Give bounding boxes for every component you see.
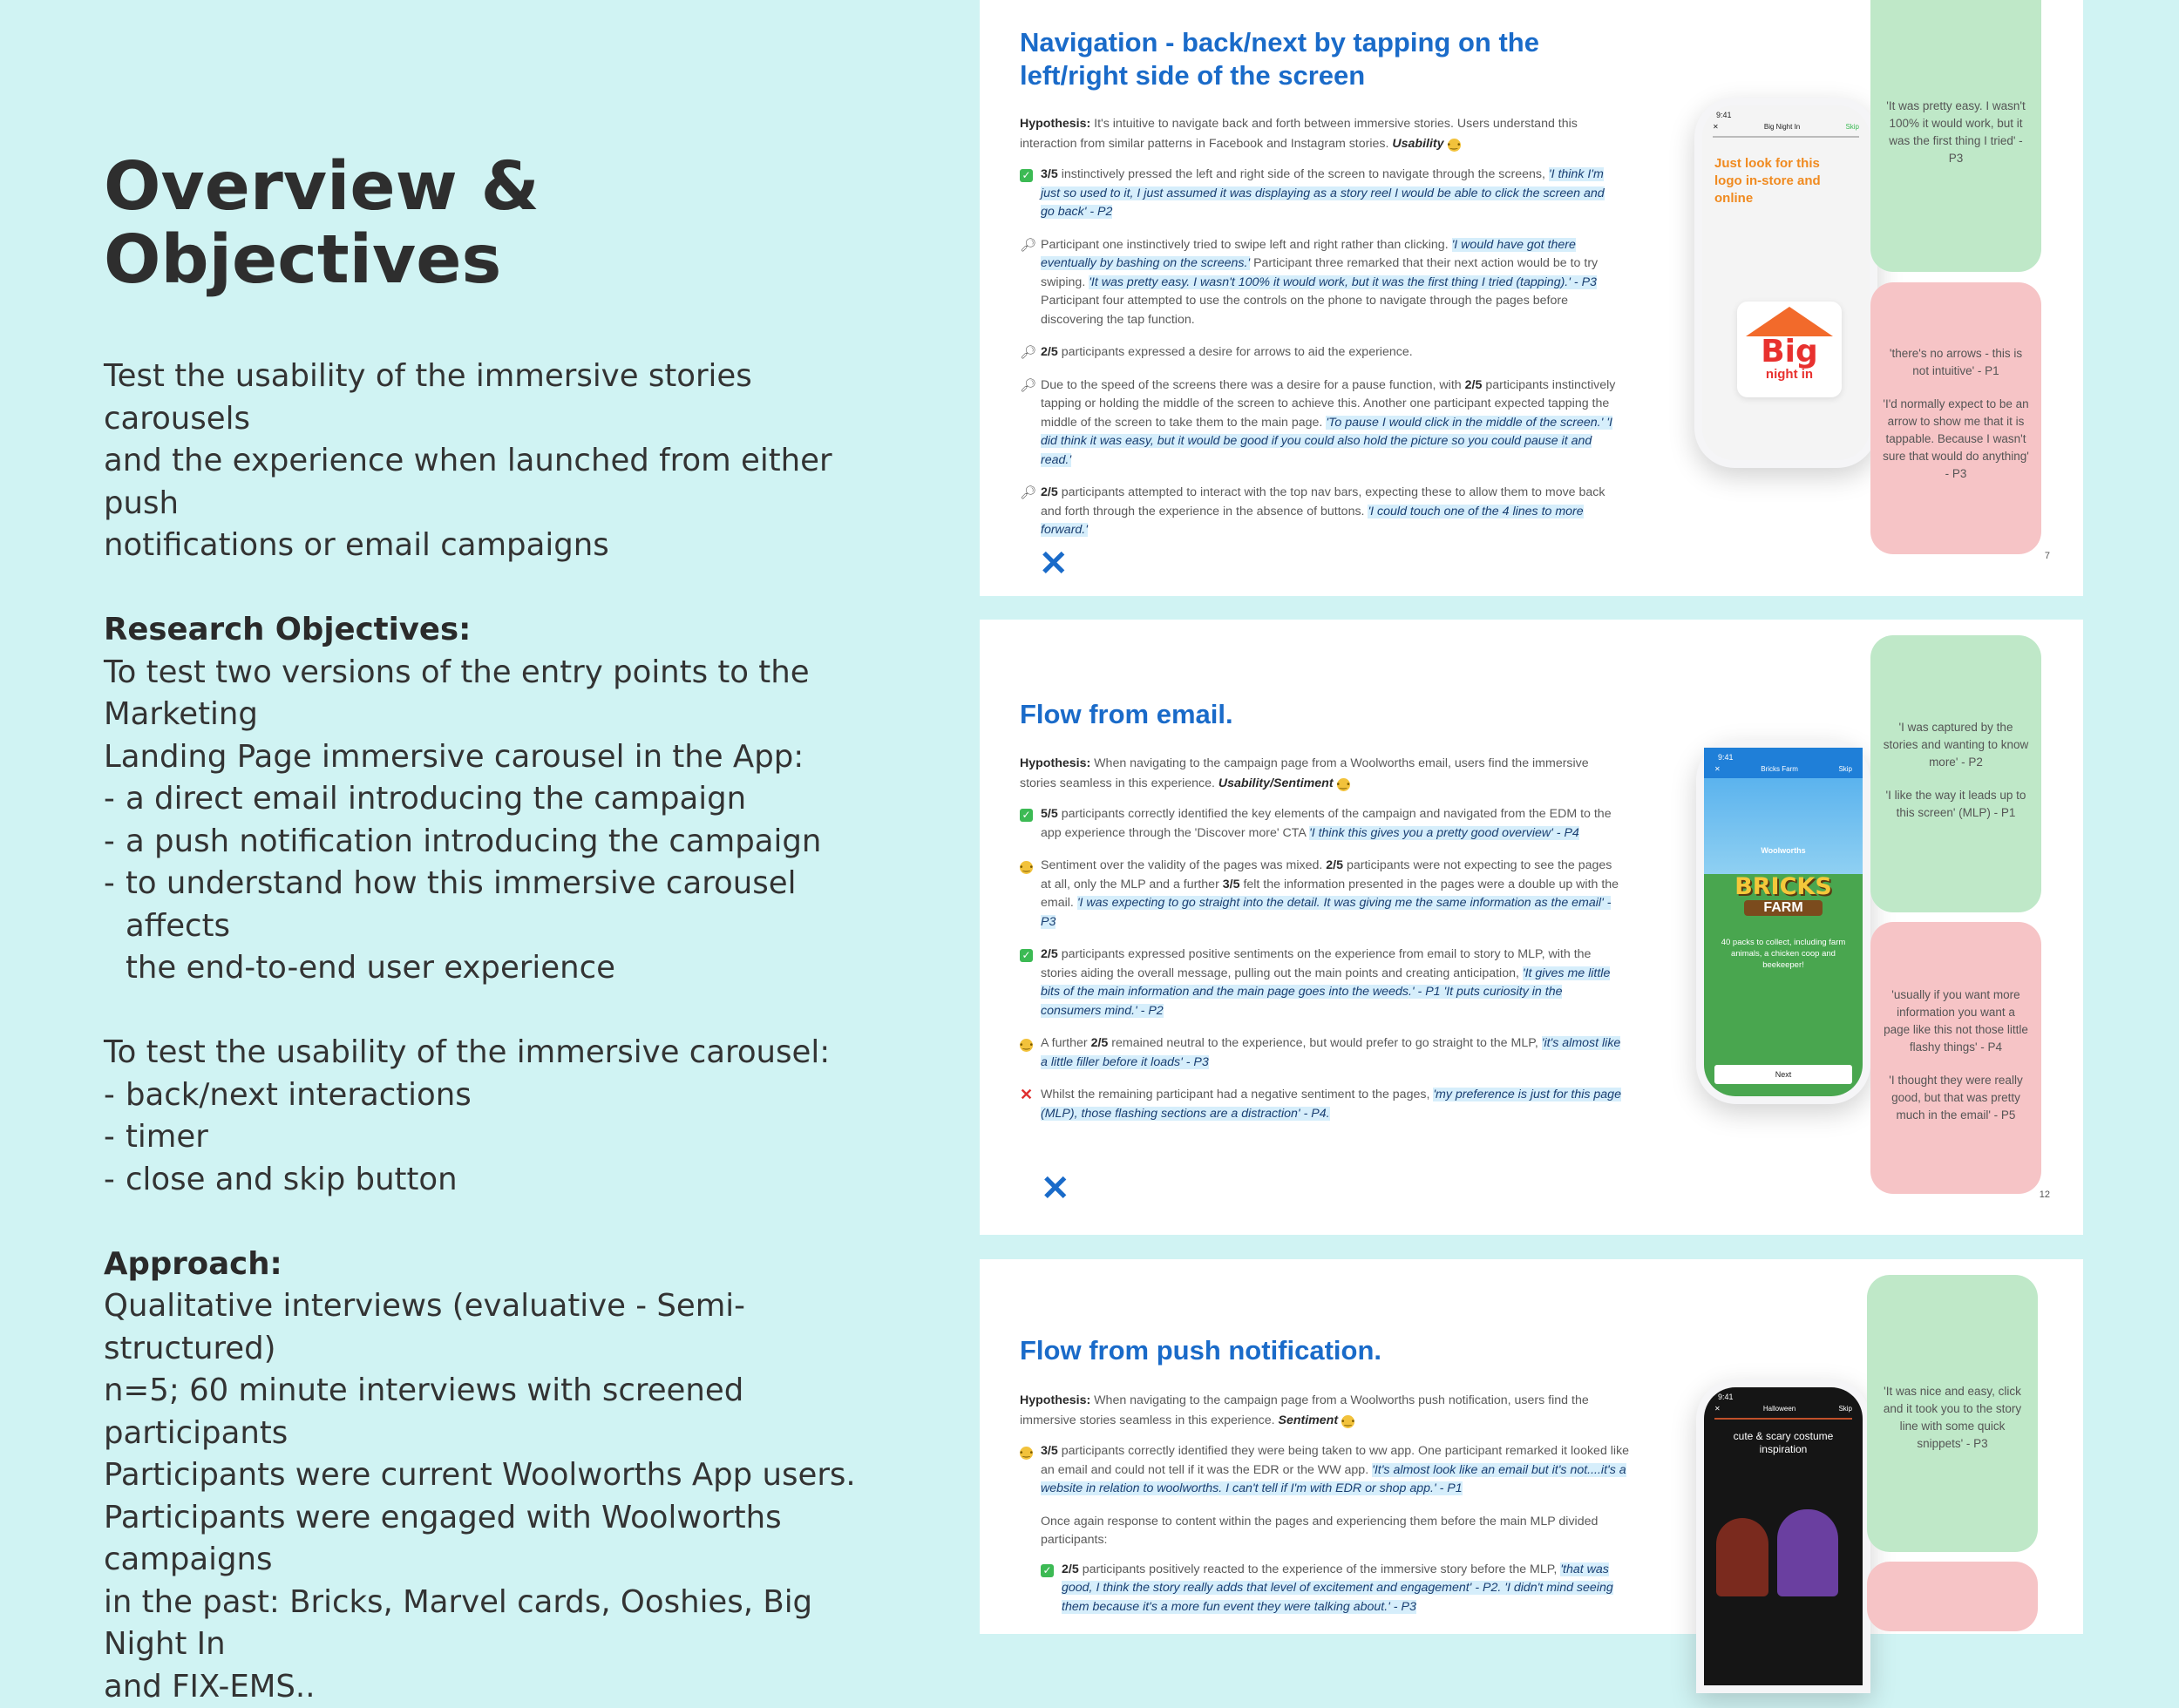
slide-findings <box>1020 755 1621 1137</box>
intro-line: notifications or email campaigns <box>104 525 888 567</box>
intro-line: and the experience when launched from either push <box>104 440 888 525</box>
finding-item: ✓ 2/5 participants positively reacted to the experience of the immersive story before the MLP, 'that was good, I think the story really adds that level of excitement and engagement' - P2. 'I didn't mind seeing them because it's a more fun event they were talking about.' - P3 <box>1041 1561 1643 1617</box>
slide-email-flow <box>980 620 2083 1235</box>
usability-line: To test the usability of the immersive carousel: <box>104 1032 888 1074</box>
research-heading: Research Objectives: <box>104 609 888 652</box>
quote-card-green: 'I was captured by the stories and wanting to know more' - P2 'I like the way it leads up to this screen' (MLP) - P1 <box>1870 635 2041 912</box>
phone-nav: ✕ Big Night In Skip <box>1702 118 1870 136</box>
overview-title: Overview & Objectives <box>104 151 540 297</box>
research-line: Landing Page immersive carousel in the App: <box>104 736 888 779</box>
list-item: - close and skip button <box>104 1159 888 1202</box>
finding-item: •‿• A further 2/5 remained neutral to the experience, but would prefer to go straight to the MLP, 'it's almost like a little filler before it loads' - P3 <box>1020 1034 1621 1072</box>
research-line: To test two versions of the entry points to the Marketing <box>104 652 888 736</box>
approach-line: Participants were engaged with Woolworths campaigns <box>104 1497 888 1582</box>
slide-title: Flow from push notification. <box>1020 1334 1381 1367</box>
quote-card-red: 'usually if you want more information you want a page like this not those little flashy things' - P4 'I thought they were really good, but that was pretty much in the email' - P5 <box>1870 922 2041 1194</box>
approach-line: Qualitative interviews (evaluative - Semi-structured) <box>104 1285 888 1370</box>
list-item: - back/next interactions <box>104 1074 888 1117</box>
status-time: 9:41 <box>1704 1387 1863 1400</box>
slide-title: Navigation - back/next by tapping on the left/right side of the screen <box>1020 26 1578 92</box>
list-item: - to understand how this immersive carousel affects <box>104 863 888 947</box>
finding-item: 🔎︎ 2/5 participants expressed a desire for arrows to aid the experience. <box>1020 343 1621 363</box>
x-logo-icon: ✕ <box>1041 1169 1070 1209</box>
costume-figure <box>1716 1518 1768 1596</box>
check-icon: ✓ <box>1020 805 1041 843</box>
approach-line: n=5; 60 minute interviews with screened participants <box>104 1370 888 1454</box>
quotes-column <box>1870 0 2041 554</box>
finding-item: ✓ 5/5 participants correctly identified the key elements of the campaign and navigated from the EDM to the app experience through the 'Discover more' CTA 'I think this gives you a pretty good overview' - P4 <box>1020 805 1621 843</box>
cross-icon: ✕ <box>1020 1086 1041 1123</box>
next-button[interactable]: Next <box>1714 1065 1852 1084</box>
close-icon: ✕ <box>1714 765 1721 773</box>
costume-figure <box>1777 1509 1838 1596</box>
phone-headline: cute & scary costume inspiration <box>1704 1430 1863 1456</box>
phone-mockup <box>1694 98 1877 468</box>
status-time: 9:41 <box>1702 105 1870 118</box>
finding-item: 🔎︎ 2/5 participants attempted to interact with the top nav bars, expecting these to allow them to move back and forth through the experience in the absence of buttons. 'I could touch one of the 4 lines to more forward.' <box>1020 484 1621 540</box>
approach-line: and FIX-EMS.. <box>104 1666 888 1708</box>
page-number: 7 <box>2045 551 2050 561</box>
quotes-column <box>1867 1275 2038 1631</box>
finding-item: 🔎︎ Due to the speed of the screens there was a desire for a pause function, with 2/5 participants instinctively tapping or holding the middle of the screen to achieve this. Another one participant expected tapping the middle of the screen to take them to the main page. 'To pause I would click in the middle of the screen.' 'I did think it was easy, but it would be good if you could also hold the picture so you could pause it and read.' <box>1020 376 1621 471</box>
hypothesis: Hypothesis: When navigating to the campaign page from a Woolworths push notification, users find the immersive stories seamless in this experience. Sentiment •‿• <box>1020 1392 1643 1430</box>
paragraph: Once again response to content within the pages and experiencing them before the main MLP divided participants: <box>1041 1513 1643 1550</box>
thinking-face-icon: •‿• <box>1341 1413 1354 1427</box>
magnifier-icon: 🔎︎ <box>1020 484 1041 540</box>
big-night-in-logo: Big night in <box>1737 302 1842 397</box>
bricks-farm-logo: BRICKS <box>1704 874 1863 900</box>
phone-caption: 40 packs to collect, including farm animals, a chicken coop and beekeeper! <box>1720 937 1847 971</box>
check-icon: ✓ <box>1041 1561 1062 1617</box>
check-icon: ✓ <box>1020 166 1041 222</box>
finding-item: ✓ 3/5 instinctively pressed the left and right side of the screen to navigate through the screens, 'I think I'm just so used to it, I just assumed it was displaying as a story reel I would be able to click the screen and go back' - P2 <box>1020 166 1621 222</box>
hypothesis: Hypothesis: When navigating to the campaign page from a Woolworths email, users find the immersive stories seamless in this experience. Usability/Sentiment •‿• <box>1020 755 1621 793</box>
farm-label: FARM <box>1744 900 1823 916</box>
quote-card-red <box>1867 1562 2038 1631</box>
slide-push-flow <box>980 1259 2083 1634</box>
slide-findings <box>1020 115 1621 554</box>
status-time: 9:41 <box>1704 748 1863 760</box>
list-item: the end-to-end user experience <box>104 947 888 990</box>
thinking-face-icon: •‿• <box>1448 137 1461 150</box>
phone-nav: ✕ Bricks Farm Skip <box>1704 760 1863 778</box>
list-item: - a direct email introducing the campaign <box>104 778 888 821</box>
check-icon: ✓ <box>1020 946 1041 1020</box>
approach-line: Participants were current Woolworths App users. <box>104 1454 888 1497</box>
phone-mockup <box>1696 1379 1870 1693</box>
close-icon: ✕ <box>1713 123 1719 131</box>
phone-nav: ✕ Halloween Skip <box>1704 1400 1863 1418</box>
thinking-face-icon: •‿• <box>1337 776 1350 790</box>
overview-body <box>104 356 888 1708</box>
hypothesis: Hypothesis: It's intuitive to navigate back and forth between immersive stories. Users understand this interaction from similar patterns in Facebook and Instagram stories. Usability •‿• <box>1020 115 1621 153</box>
approach-line: in the past: Bricks, Marvel cards, Ooshies, Big Night In <box>104 1582 888 1666</box>
close-icon: ✕ <box>1714 1405 1721 1413</box>
list-item: - a push notification introducing the campaign <box>104 821 888 864</box>
phone-mockup <box>1696 740 1870 1104</box>
brand-label: Woolworths <box>1704 778 1863 874</box>
thinking-face-icon: •‿• <box>1020 857 1041 932</box>
magnifier-icon: 🔎︎ <box>1020 343 1041 363</box>
intro-line: Test the usability of the immersive stories carousels <box>104 356 888 440</box>
list-item: - timer <box>104 1116 888 1159</box>
quote-card-green: 'It was pretty easy. I wasn't 100% it would work, but it was the first thing I tried' - P3 <box>1870 0 2041 272</box>
slide-navigation <box>980 0 2083 596</box>
finding-item: 🔎︎ Participant one instinctively tried to swipe left and right rather than clicking. 'I would have got there eventually by bashing on the screens.' Participant three remarked that their next action would be to try swiping. 'It was pretty easy. I wasn't 100% it would work, but it was the first thing I tried (tapping).' - P3 Participant four attempted to use the controls on the phone to navigate through the pages before discovering the tap function. <box>1020 236 1621 330</box>
thinking-face-icon: •‿• <box>1020 1034 1041 1072</box>
slide-findings <box>1020 1392 1643 1630</box>
page-number: 12 <box>2040 1190 2050 1200</box>
magnifier-icon: 🔎︎ <box>1020 236 1041 330</box>
thinking-face-icon: •‿• <box>1020 1442 1041 1499</box>
quote-card-green: 'It was nice and easy, click and it took you to the story line with some quick snippets' - P3 <box>1867 1275 2038 1552</box>
quotes-column <box>1870 635 2041 1194</box>
finding-item: ✓ 2/5 participants expressed positive sentiments on the experience from email to story to MLP, with the stories aiding the overall message, pulling out the main points and creating anticipation, 'It gives me little bits of the main information and the main page goes into the weeds.' - P1 'It puts curiosity in the consumers mind.' - P2 <box>1020 946 1621 1020</box>
finding-item: •‿• 3/5 participants correctly identified they were being taken to ww app. One participant remarked it looked like an email and could not tell if it was the EDR or the WW app. 'It's almost look like an email but it's not....it's a website in relation to woolworths. I can't tell if I'm with EDR or shop app.' - P1 <box>1020 1442 1643 1499</box>
slide-title: Flow from email. <box>1020 698 1233 731</box>
finding-item: •‿• Sentiment over the validity of the pages was mixed. 2/5 participants were not expecting to see the pages at all, only the MLP and a further 3/5 felt the information presented in the pages were a double up with the email. 'I was expecting to go straight into the detail. It was giving me the same information as the email' - P3 <box>1020 857 1621 932</box>
x-logo-icon: ✕ <box>1039 544 1069 584</box>
phone-headline: Just look for this logo in-store and online <box>1702 138 1842 207</box>
magnifier-icon: 🔎︎ <box>1020 376 1041 471</box>
quote-card-red: 'there's no arrows - this is not intuitive' - P1 'I'd normally expect to be an arrow to show me that it is tappable. Because I wasn't sure that would do anything' - P3 <box>1870 282 2041 554</box>
approach-heading: Approach: <box>104 1244 888 1286</box>
finding-item: ✕ Whilst the remaining participant had a negative sentiment to the pages, 'my preference is just for this page (MLP), those flashing sections are a distraction' - P4. <box>1020 1086 1621 1123</box>
